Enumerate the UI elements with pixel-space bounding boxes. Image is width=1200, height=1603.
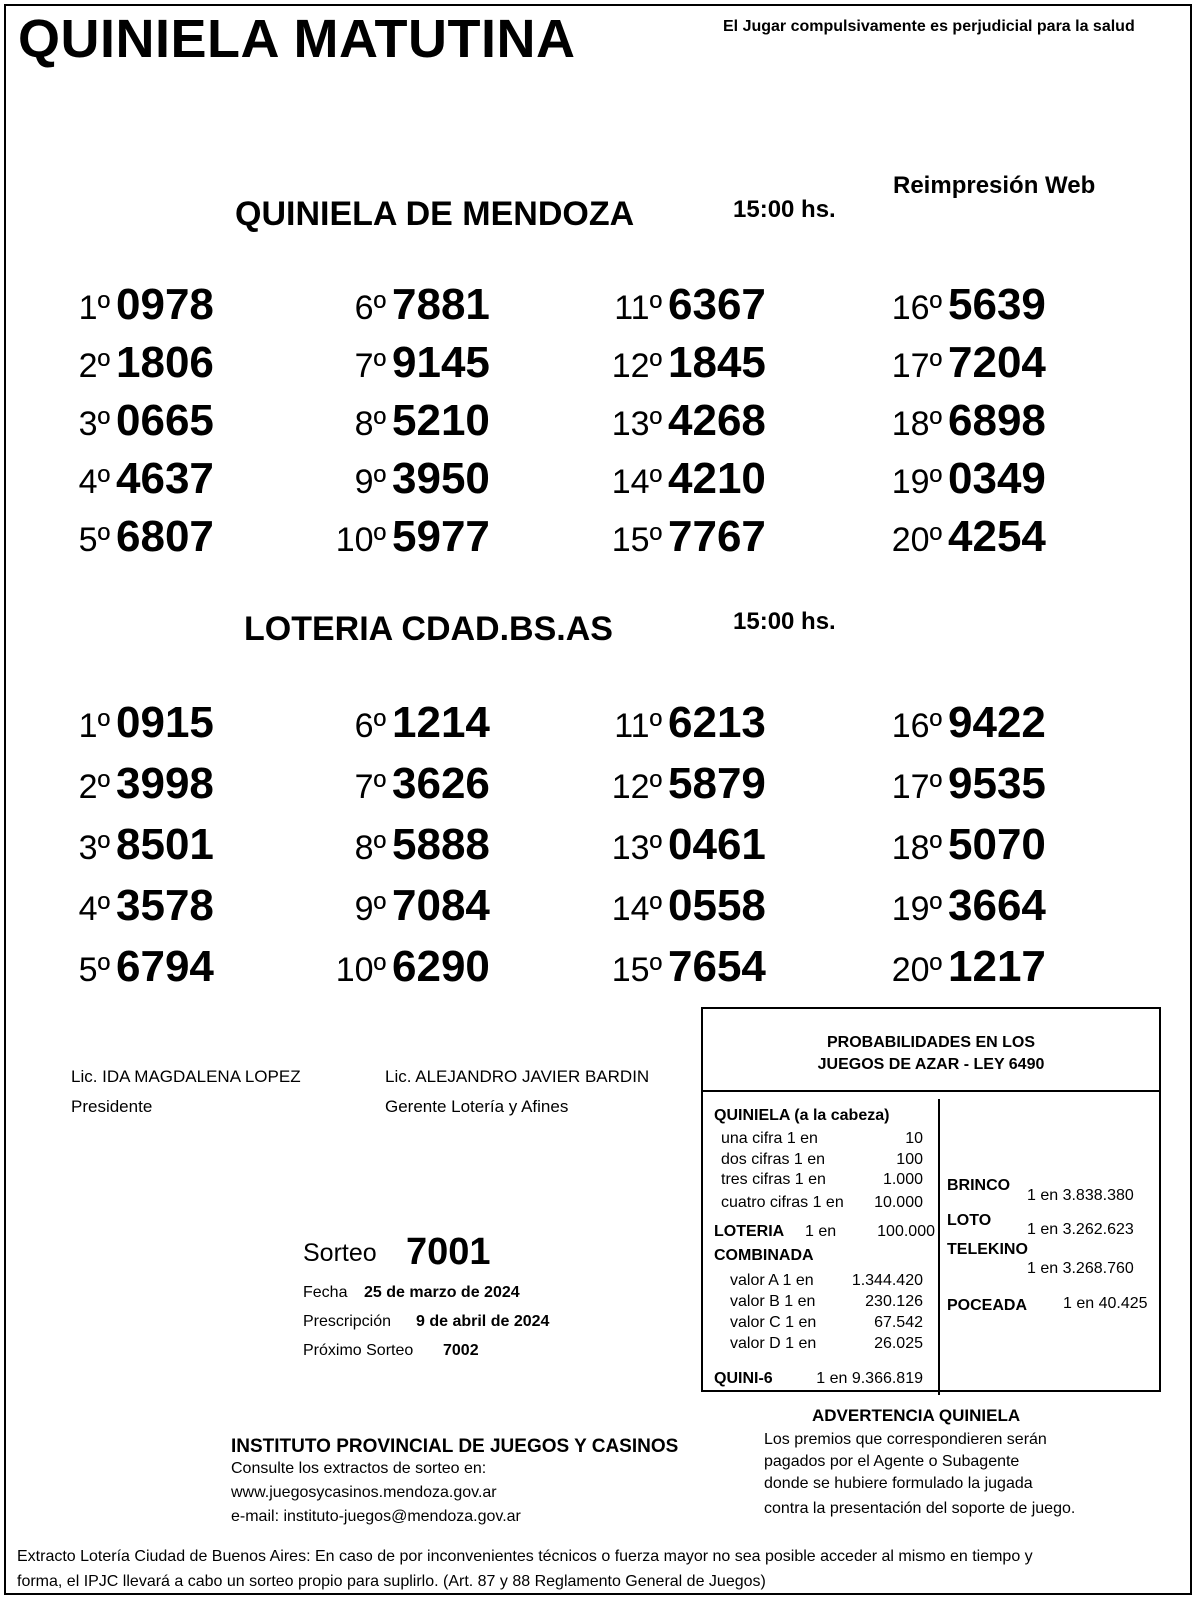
result-position: 18º	[891, 405, 942, 443]
prescripcion-value: 9 de abril de 2024	[416, 1313, 550, 1330]
result-position: 15º	[611, 521, 662, 559]
bottom-note-line: Extracto Lotería Ciudad de Buenos Aires: En caso de por inconvenientes técnicos o fuerza mayor no sea posible acceder al mismo en tiempo y	[17, 1548, 1033, 1565]
section-title-ciudad: LOTERIA CDAD.BS.AS	[244, 610, 613, 648]
bottom-note-line: forma, el IPJC llevará a cabo un sorteo propio para suplirlo. (Art. 87 y 88 Reglamento General de Juegos)	[17, 1573, 766, 1590]
quiniela-row-value: 1.000	[882, 1171, 923, 1188]
result-position: 4º	[78, 890, 110, 928]
result-position: 20º	[891, 521, 942, 559]
result-position: 19º	[891, 890, 942, 928]
loteria-label: LOTERIA	[714, 1223, 785, 1240]
quini6-value: 1 en 9.366.819	[816, 1370, 923, 1387]
quiniela-title: QUINIELA (a la cabeza)	[714, 1107, 890, 1124]
result-row	[330, 820, 490, 870]
brinco-value: 1 en 3.838.380	[1027, 1187, 1134, 1204]
result-row	[66, 280, 214, 330]
loteria-en: 1 en	[805, 1223, 837, 1240]
result-number: 9422	[948, 698, 1046, 747]
result-position: 5º	[78, 521, 110, 559]
result-row	[880, 512, 1046, 562]
result-position: 3º	[78, 829, 110, 867]
result-position: 12º	[611, 768, 662, 806]
quini6-label: QUINI-6	[714, 1370, 773, 1387]
result-number: 7767	[668, 512, 766, 561]
result-row	[66, 512, 214, 562]
result-number: 1845	[668, 338, 766, 387]
result-position: 19º	[891, 463, 942, 501]
result-position: 18º	[891, 829, 942, 867]
result-row	[880, 454, 1046, 504]
result-number: 4254	[948, 512, 1046, 561]
result-position: 14º	[611, 890, 662, 928]
section-time-mendoza: 15:00 hs.	[733, 196, 836, 223]
result-row	[602, 942, 766, 992]
telekino-value: 1 en 3.268.760	[1027, 1260, 1134, 1277]
probabilities-header-line1: PROBABILIDADES EN LOS	[826, 1034, 1035, 1051]
result-number: 4637	[116, 454, 214, 503]
combinada-row-label: valor D 1 en	[730, 1335, 817, 1352]
result-row	[66, 881, 214, 931]
result-row	[880, 698, 1046, 748]
result-row	[602, 338, 766, 388]
quiniela-row-value: 10	[905, 1130, 923, 1147]
result-position: 9º	[354, 463, 386, 501]
result-position: 7º	[354, 347, 386, 385]
result-row	[602, 280, 766, 330]
result-position: 8º	[354, 405, 386, 443]
result-row	[66, 454, 214, 504]
combinada-row-label: valor B 1 en	[730, 1293, 816, 1310]
combinada-row-label: valor A 1 en	[730, 1272, 814, 1289]
result-row	[330, 759, 490, 809]
result-number: 1214	[392, 698, 490, 747]
section-title-mendoza: QUINIELA DE MENDOZA	[235, 195, 635, 233]
result-number: 5070	[948, 820, 1046, 869]
result-position: 3º	[78, 405, 110, 443]
combinada-row-label: valor C 1 en	[730, 1314, 817, 1331]
result-position: 14º	[611, 463, 662, 501]
result-position: 12º	[611, 347, 662, 385]
health-warning: El Jugar compulsivamente es perjudicial para la salud	[723, 18, 1135, 35]
result-position: 13º	[611, 829, 662, 867]
result-number: 7204	[948, 338, 1046, 387]
quiniela-row-label: tres cifras 1 en	[721, 1171, 826, 1188]
result-row	[66, 759, 214, 809]
result-row	[880, 759, 1046, 809]
loto-value: 1 en 3.262.623	[1027, 1221, 1134, 1238]
result-position: 10º	[335, 951, 386, 989]
result-number: 7881	[392, 280, 490, 329]
result-number: 0349	[948, 454, 1046, 503]
sorteo-number: 7001	[406, 1231, 491, 1273]
poceada-label: POCEADA	[947, 1297, 1028, 1314]
result-row	[330, 942, 490, 992]
result-row	[602, 512, 766, 562]
result-row	[880, 280, 1046, 330]
result-row	[880, 820, 1046, 870]
result-number: 7084	[392, 881, 490, 930]
result-row	[330, 280, 490, 330]
result-number: 1806	[116, 338, 214, 387]
quiniela-row-label: dos cifras 1 en	[721, 1151, 826, 1168]
result-position: 16º	[891, 289, 942, 327]
quiniela-row-value: 100	[896, 1151, 923, 1168]
probabilities-divider	[938, 1099, 940, 1395]
result-number: 5639	[948, 280, 1046, 329]
result-position: 7º	[354, 768, 386, 806]
result-position: 8º	[354, 829, 386, 867]
page-title: QUINIELA MATUTINA	[18, 9, 576, 69]
result-row	[66, 338, 214, 388]
result-position: 11º	[614, 707, 662, 745]
result-number: 9145	[392, 338, 490, 387]
probabilities-box	[701, 1007, 1161, 1392]
probabilities-header-line2: JUEGOS DE AZAR - LEY 6490	[817, 1056, 1045, 1073]
result-number: 5888	[392, 820, 490, 869]
result-number: 9535	[948, 759, 1046, 808]
result-number: 3626	[392, 759, 490, 808]
result-row	[330, 881, 490, 931]
result-row	[66, 396, 214, 446]
result-number: 6290	[392, 942, 490, 991]
poceada-value: 1 en 40.425	[1063, 1295, 1148, 1312]
result-number: 4210	[668, 454, 766, 503]
result-row	[66, 698, 214, 748]
combinada-row-value: 1.344.420	[851, 1272, 923, 1289]
result-number: 6367	[668, 280, 766, 329]
proximo-label: Próximo Sorteo	[303, 1342, 414, 1359]
result-number: 0978	[116, 280, 214, 329]
institute-email: e-mail: instituto-juegos@mendoza.gov.ar	[231, 1508, 521, 1525]
result-number: 0915	[116, 698, 214, 747]
combinada-row-value: 26.025	[874, 1335, 923, 1352]
result-row	[330, 454, 490, 504]
result-number: 3578	[116, 881, 214, 930]
result-position: 1º	[78, 707, 110, 745]
result-number: 3998	[116, 759, 214, 808]
probabilities-header	[703, 1009, 1159, 1092]
result-position: 17º	[891, 347, 942, 385]
result-row	[66, 942, 214, 992]
result-number: 5977	[392, 512, 490, 561]
result-position: 1º	[78, 289, 110, 327]
result-row	[880, 942, 1046, 992]
result-position: 6º	[354, 289, 386, 327]
institute-website: www.juegosycasinos.mendoza.gov.ar	[231, 1484, 497, 1501]
advertencia-line: Los premios que correspondieren serán	[764, 1431, 1047, 1448]
result-number: 0558	[668, 881, 766, 930]
result-number: 3950	[392, 454, 490, 503]
combinada-title: COMBINADA	[714, 1247, 814, 1264]
result-row	[330, 698, 490, 748]
result-number: 8501	[116, 820, 214, 869]
brinco-label: BRINCO	[947, 1177, 1011, 1194]
result-number: 4268	[668, 396, 766, 445]
result-number: 3664	[948, 881, 1046, 930]
result-position: 13º	[611, 405, 662, 443]
advertencia-title: ADVERTENCIA QUINIELA	[812, 1406, 1021, 1425]
result-number: 7654	[668, 942, 766, 991]
result-number: 5210	[392, 396, 490, 445]
loteria-value: 100.000	[877, 1223, 935, 1240]
result-row	[880, 881, 1046, 931]
result-row	[602, 698, 766, 748]
combinada-row-value: 230.126	[865, 1293, 923, 1310]
result-number: 6807	[116, 512, 214, 561]
result-position: 17º	[891, 768, 942, 806]
result-row	[602, 759, 766, 809]
result-position: 10º	[335, 521, 386, 559]
result-number: 6898	[948, 396, 1046, 445]
signature-name-president: Lic. IDA MAGDALENA LOPEZ	[71, 1067, 301, 1086]
result-row	[330, 396, 490, 446]
section-time-ciudad: 15:00 hs.	[733, 608, 836, 635]
result-row	[602, 396, 766, 446]
result-row	[330, 338, 490, 388]
result-position: 16º	[891, 707, 942, 745]
quiniela-row-label: una cifra 1 en	[721, 1130, 818, 1147]
institute-title: INSTITUTO PROVINCIAL DE JUEGOS Y CASINOS	[231, 1436, 679, 1457]
quiniela-row-label: cuatro cifras 1 en	[721, 1194, 844, 1211]
result-row	[330, 512, 490, 562]
result-number: 1217	[948, 942, 1046, 991]
advertencia-line: pagados por el Agente o Subagente	[764, 1453, 1020, 1470]
signature-role-president: Presidente	[71, 1097, 153, 1116]
result-number: 6794	[116, 942, 214, 991]
result-position: 15º	[611, 951, 662, 989]
signature-role-manager: Gerente Lotería y Afines	[385, 1097, 569, 1116]
result-row	[602, 454, 766, 504]
prescripcion-label: Prescripción	[303, 1313, 392, 1330]
fecha-label: Fecha	[303, 1284, 348, 1301]
result-position: 11º	[614, 289, 662, 327]
advertencia-line: donde se hubiere formulado la jugada	[764, 1475, 1033, 1492]
result-number: 0665	[116, 396, 214, 445]
result-row	[880, 338, 1046, 388]
advertencia-line: contra la presentación del soporte de juego.	[764, 1500, 1076, 1517]
combinada-row-value: 67.542	[874, 1314, 923, 1331]
result-row	[602, 820, 766, 870]
quiniela-row-value: 10.000	[874, 1194, 923, 1211]
result-position: 2º	[78, 347, 110, 385]
result-position: 9º	[354, 890, 386, 928]
result-number: 5879	[668, 759, 766, 808]
result-number: 6213	[668, 698, 766, 747]
fecha-value: 25 de marzo de 2024	[364, 1284, 520, 1301]
reprint-label: Reimpresión Web	[893, 172, 1096, 199]
result-row	[66, 820, 214, 870]
loto-label: LOTO	[947, 1212, 992, 1229]
signature-name-manager: Lic. ALEJANDRO JAVIER BARDIN	[385, 1067, 650, 1086]
result-number: 0461	[668, 820, 766, 869]
result-position: 20º	[891, 951, 942, 989]
result-position: 2º	[78, 768, 110, 806]
result-position: 4º	[78, 463, 110, 501]
proximo-value: 7002	[443, 1342, 479, 1359]
result-position: 5º	[78, 951, 110, 989]
result-row	[602, 881, 766, 931]
result-position: 6º	[354, 707, 386, 745]
institute-line: Consulte los extractos de sorteo en:	[231, 1460, 487, 1477]
telekino-label: TELEKINO	[947, 1241, 1028, 1258]
sorteo-label: Sorteo	[303, 1239, 377, 1267]
result-row	[880, 396, 1046, 446]
